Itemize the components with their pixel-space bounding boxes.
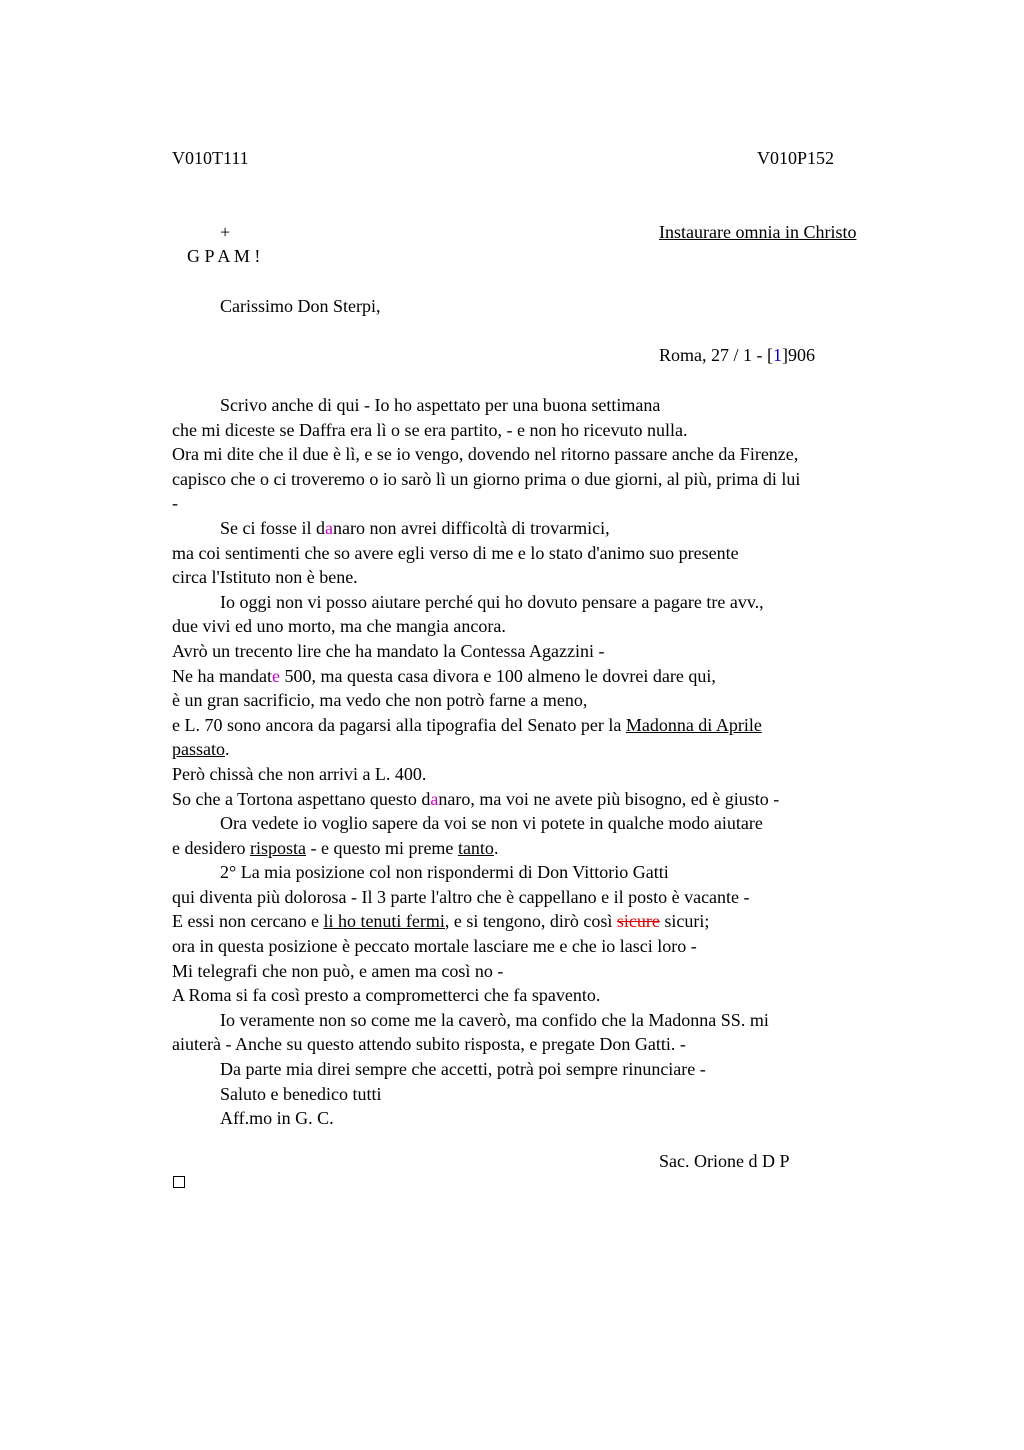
body-line: Da parte mia direi sempre che accetti, potrà poi sempre rinunciare - (220, 1059, 706, 1080)
letter-date (659, 345, 815, 365)
body-line: Aff.mo in G. C. (220, 1108, 334, 1129)
text-run: sicuri; (659, 911, 710, 932)
text-run: e L. 70 sono ancora da pagarsi alla tipografia del Senato per la (172, 714, 626, 735)
body-line: Ora vedete io voglio sapere da voi se non vi potete in qualche modo aiutare (220, 813, 763, 834)
body-line: A Roma si fa così presto a comprometterci che fa spavento. (172, 985, 601, 1006)
text-run: Se ci fosse il d (220, 517, 325, 538)
body-line: due vivi ed uno morto, ma che mangia ancora. (172, 616, 506, 637)
body-line: Però chissà che non arrivi a L. 400. (172, 763, 427, 784)
inserted-letter: a (325, 517, 333, 538)
underlined-text: li ho tenuti fermi (323, 911, 445, 932)
underlined-text: passato (172, 739, 225, 760)
body-line: è un gran sacrificio, ma vedo che non potrò farne a meno, (172, 690, 588, 711)
document-code-right: V010P152 (757, 148, 835, 168)
body-line (172, 909, 912, 934)
text-run: . (493, 837, 499, 858)
underlined-text: risposta (249, 837, 306, 858)
body-line: Ora mi dite che il due è lì, e se io vengo, dovendo nel ritorno passare anche da Firenze, (172, 444, 799, 465)
body-line: Mi telegrafi che non può, e amen ma così no - (172, 960, 504, 981)
body-line: circa l'Istituto non è bene. (172, 567, 358, 588)
deleted-word: sicure (616, 911, 660, 932)
body-line (172, 664, 912, 689)
body-line (172, 713, 912, 738)
signature: Sac. Orione d D P (659, 1151, 790, 1171)
cross-symbol: + (220, 222, 231, 242)
body-line (172, 516, 912, 541)
body-line: - (172, 493, 178, 514)
text-run: naro non avrei difficoltà di trovarmici, (333, 517, 610, 538)
checkbox-square-icon (173, 1176, 185, 1188)
body-line: Scrivo anche di qui - Io ho aspettato per una buona settimana (220, 395, 661, 415)
body-line: Io veramente non so come me la caverò, ma confido che la Madonna SS. mi (220, 1009, 769, 1030)
body-line: ma coi sentimenti che so avere egli verso di me e lo stato d'animo suo presente (172, 542, 739, 563)
body-line: ora in questa posizione è peccato mortale lasciare me e che io lasci loro - (172, 936, 697, 957)
body-line: 2° La mia posizione col non rispondermi di Don Vittorio Gatti (220, 862, 669, 883)
text-run: e desidero (172, 837, 250, 858)
gpam-heading: G P A M ! (187, 246, 261, 266)
body-line: capisco che o ci troveremo o io sarò lì un giorno prima o due giorni, al più, prima di lui (172, 468, 801, 489)
body-line: qui diventa più dolorosa - Il 3 parte l'altro che è cappellano e il posto è vacante - (172, 886, 750, 907)
body-line (172, 787, 912, 812)
date-suffix: ]906 (782, 345, 815, 365)
body-line (172, 737, 912, 762)
letter-body (172, 393, 912, 1131)
salutation: Carissimo Don Sterpi, (220, 296, 381, 316)
body-line: Io oggi non vi posso aiutare perché qui ho dovuto pensare a pagare tre avv., (220, 591, 764, 612)
text-run: - e questo mi preme (305, 837, 458, 858)
body-line: aiuterà - Anche su questo attendo subito risposta, e pregate Don Gatti. - (172, 1034, 686, 1055)
body-line: Avrò un trecento lire che ha mandato la Contessa Agazzini - (172, 640, 605, 661)
date-prefix: Roma, 27 / 1 - [ (659, 345, 773, 365)
text-run: So che a Tortona aspettano questo d (172, 788, 431, 809)
text-run: . (225, 739, 230, 760)
inserted-letter: a (430, 788, 439, 809)
document-code-left: V010T111 (172, 148, 249, 168)
motto: Instaurare omnia in Christo (659, 222, 857, 242)
body-line (172, 836, 912, 861)
text-run: 500, ma questa casa divora e 100 almeno le dovrei dare qui, (279, 665, 716, 686)
underlined-text: tanto (457, 837, 494, 858)
date-editorial-digit: 1 (773, 345, 782, 365)
text-run: naro, ma voi ne avete più bisogno, ed è giusto - (438, 788, 780, 809)
text-run: , e si tengono, dirò così (444, 911, 617, 932)
text-run: Ne ha mandat (172, 665, 272, 686)
inserted-letter: e (271, 665, 280, 686)
body-line: che mi diceste se Daffra era lì o se era partito, - e non ho ricevuto nulla. (172, 419, 688, 440)
text-run: E essi non cercano e (172, 911, 324, 932)
underlined-text: Madonna di Aprile (625, 714, 762, 735)
body-line: Saluto e benedico tutti (220, 1083, 382, 1104)
